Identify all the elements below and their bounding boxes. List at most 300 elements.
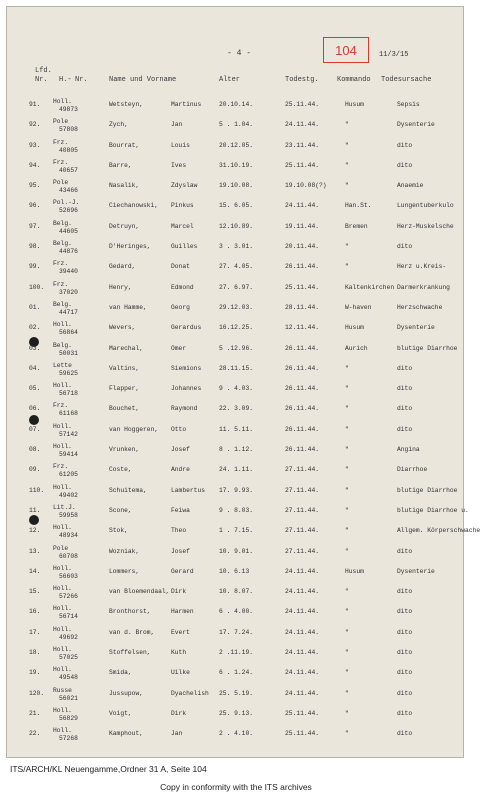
surname: Valtins, — [109, 364, 140, 372]
prisoner-number: 43466 — [59, 187, 78, 195]
row-number: 21. — [29, 709, 41, 717]
cause-of-death: dito — [397, 649, 413, 657]
surname: Coste, — [109, 466, 132, 474]
row-number: 110. — [29, 486, 45, 494]
nationality: Pole — [53, 544, 69, 552]
table-row — [7, 97, 465, 117]
birth-date: 16.12.25. — [219, 324, 254, 332]
surname: Voigt, — [109, 709, 132, 717]
row-number: 11. — [29, 506, 41, 514]
death-date: 26.11.44. — [285, 425, 320, 433]
table-row — [7, 584, 465, 604]
row-number: 120. — [29, 689, 45, 697]
kommando: " — [345, 506, 349, 514]
death-date: 26.11.44. — [285, 385, 320, 393]
prisoner-number: 52696 — [59, 207, 78, 215]
prisoner-number: 49402 — [59, 491, 78, 499]
nationality: Pole — [53, 118, 69, 126]
prisoner-number: 57266 — [59, 593, 78, 601]
nationality: Holl. — [53, 706, 72, 714]
nationality: Frz. — [53, 280, 69, 288]
death-date: 25.11.44. — [285, 101, 320, 108]
cause-of-death: Herz-Muskelsche — [397, 222, 454, 230]
table-row — [7, 462, 465, 482]
death-date: 25.11.44. — [285, 161, 320, 169]
table-row — [7, 138, 465, 158]
first-name: Dirk — [171, 709, 187, 717]
death-date: 24.11.44. — [285, 669, 320, 677]
kommando: " — [345, 405, 349, 413]
kommando: Aurich — [345, 344, 368, 352]
death-date: 24.11.44. — [285, 202, 320, 210]
row-number: 02. — [29, 324, 41, 332]
table-row — [7, 117, 465, 137]
prisoner-number: 59625 — [59, 369, 78, 377]
first-name: Dyachelish — [171, 689, 209, 697]
cause-of-death: Dysenterie — [397, 121, 435, 129]
kommando: " — [345, 628, 349, 636]
nationality: Belg. — [53, 219, 72, 227]
first-name: Martinus — [171, 101, 202, 108]
first-name: Otto — [171, 425, 187, 433]
nationality: Belg. — [53, 240, 72, 248]
first-name: Jan — [171, 730, 183, 738]
row-number: 99. — [29, 263, 41, 271]
nationality: Lit.J. — [53, 503, 76, 511]
prisoner-number: 40805 — [59, 146, 78, 154]
table-row — [7, 320, 465, 340]
birth-date: 20.10.14. — [219, 101, 254, 108]
death-date: 27.11.44. — [285, 506, 320, 514]
nationality: Holl. — [53, 625, 72, 633]
nationality: Holl. — [53, 564, 72, 572]
surname: Lommers, — [109, 567, 140, 575]
cause-of-death: dito — [397, 243, 413, 251]
kommando: Han.St. — [345, 202, 372, 210]
cause-of-death: dito — [397, 689, 413, 697]
cause-of-death: dito — [397, 628, 413, 636]
kommando: " — [345, 669, 349, 677]
cause-of-death: dito — [397, 405, 413, 413]
cause-of-death: dito — [397, 364, 413, 372]
row-number: 05. — [29, 385, 41, 393]
surname: Detruyn, — [109, 222, 140, 230]
cause-of-death: Dysenterie — [397, 567, 435, 575]
prisoner-number: 48934 — [59, 532, 78, 540]
row-number: 15. — [29, 588, 41, 596]
kommando: " — [345, 649, 349, 657]
cause-of-death: Sepsis — [397, 101, 420, 108]
first-name: Louis — [171, 141, 190, 149]
first-name: Zdyslaw — [171, 182, 198, 190]
birth-date: 6 . 1.24. — [219, 669, 254, 677]
row-number: 06. — [29, 405, 41, 413]
table-row — [7, 381, 465, 401]
row-number: 100. — [29, 283, 45, 291]
death-date: 23.11.44. — [285, 141, 320, 149]
prisoner-number: 39440 — [59, 268, 78, 276]
first-name: Edmond — [171, 283, 194, 291]
birth-date: 31.10.19. — [219, 161, 254, 169]
table-row — [7, 483, 465, 503]
prisoner-number: 40657 — [59, 166, 78, 174]
cause-of-death: Herzschwache — [397, 303, 443, 311]
birth-date: 8 . 1.12. — [219, 446, 254, 454]
cause-of-death: blutige Diarrhoe u. — [397, 506, 469, 514]
cause-of-death: Dysenterie — [397, 324, 435, 332]
row-number: 19. — [29, 669, 41, 677]
nationality: Lette — [53, 361, 72, 369]
header-nr: Nr. — [35, 76, 48, 84]
birth-date: 3 . 3.01. — [219, 243, 254, 251]
table-row — [7, 625, 465, 645]
nationality: Holl. — [53, 321, 72, 329]
prisoner-number: 37020 — [59, 288, 78, 296]
first-name: Josef — [171, 547, 190, 555]
first-name: Donat — [171, 263, 190, 271]
surname: Nasalik, — [109, 182, 140, 190]
table-row — [7, 422, 465, 442]
row-number: 16. — [29, 608, 41, 616]
row-number: 14. — [29, 567, 41, 575]
page-marker: - 4 - — [227, 49, 252, 58]
first-name: Josef — [171, 446, 190, 454]
table-row — [7, 341, 465, 361]
cause-of-death: dito — [397, 730, 413, 738]
nationality: Frz. — [53, 260, 69, 268]
surname: Jussupow, — [109, 689, 144, 697]
first-name: Omer — [171, 344, 187, 352]
row-number: 01. — [29, 303, 41, 311]
first-name: Uilke — [171, 669, 190, 677]
row-number: 95. — [29, 182, 41, 190]
prisoner-number: 57808 — [59, 126, 78, 134]
nationality: Russe — [53, 686, 72, 694]
first-name: Evert — [171, 628, 190, 636]
cause-of-death: blutige Diarrhoe — [397, 344, 458, 352]
cause-of-death: dito — [397, 547, 413, 555]
prisoner-number: 49873 — [59, 106, 78, 113]
surname: van Hoggeren, — [109, 425, 159, 433]
row-number: 94. — [29, 161, 41, 169]
kommando: Husum — [345, 567, 364, 575]
header-name: Name und Vorname — [109, 76, 177, 84]
first-name: Lambertus — [171, 486, 206, 494]
row-number: 96. — [29, 202, 41, 210]
kommando: " — [345, 486, 349, 494]
row-number: 12. — [29, 527, 41, 535]
death-date: 24.11.44. — [285, 588, 320, 596]
nationality: Belg. — [53, 341, 72, 349]
death-date: 24.11.44. — [285, 689, 320, 697]
death-date: 26.11.44. — [285, 263, 320, 271]
cause-of-death: dito — [397, 608, 413, 616]
kommando: W-haven — [345, 303, 372, 311]
nationality: Frz. — [53, 463, 69, 471]
birth-date: 17. 7.24. — [219, 628, 254, 636]
table-row — [7, 564, 465, 584]
nationality: Holl. — [53, 727, 72, 735]
row-number: 22. — [29, 730, 41, 738]
first-name: Kuth — [171, 649, 187, 657]
table-row — [7, 219, 465, 239]
prisoner-number: 57268 — [59, 735, 78, 743]
table-row — [7, 198, 465, 218]
cause-of-death: blutige Diarrhoe — [397, 486, 458, 494]
page-number-stamp: 104 — [323, 37, 369, 63]
prisoner-number: 60708 — [59, 552, 78, 560]
surname: Bourrat, — [109, 141, 140, 149]
death-date: 24.11.44. — [285, 649, 320, 657]
birth-date: 22. 3.09. — [219, 405, 254, 413]
death-date: 19.11.44. — [285, 222, 320, 230]
document-page — [6, 6, 481, 758]
surname: Schuitema, — [109, 486, 147, 494]
kommando: Husum — [345, 101, 364, 108]
surname: Henry, — [109, 283, 132, 291]
death-date: 27.11.44. — [285, 547, 320, 555]
row-number: 17. — [29, 628, 41, 636]
surname: van Bloemendaal, — [109, 588, 170, 596]
prisoner-number: 56864 — [59, 329, 78, 337]
prisoner-number: 56718 — [59, 390, 78, 398]
nationality: Holl. — [53, 443, 72, 451]
birth-date: 25. 9.13. — [219, 709, 254, 717]
table-row — [7, 706, 465, 726]
birth-date: 20.12.05. — [219, 141, 254, 149]
row-number: 07. — [29, 425, 41, 433]
kommando: " — [345, 466, 349, 474]
birth-date: 10. 6.13 — [219, 567, 250, 575]
prisoner-number: 59414 — [59, 451, 78, 459]
kommando: " — [345, 588, 349, 596]
kommando: Bremen — [345, 222, 368, 230]
first-name: Andre — [171, 466, 190, 474]
birth-date: 5 .12.96. — [219, 344, 254, 352]
header-lfd: Lfd. — [35, 67, 52, 75]
surname: van d. Brom, — [109, 628, 155, 636]
nationality: Holl. — [53, 646, 72, 654]
surname: Wetsteyn, — [109, 101, 144, 108]
birth-date: 11. 5.11. — [219, 425, 254, 433]
nationality: Holl. — [53, 382, 72, 390]
nationality: Belg. — [53, 300, 72, 308]
death-date: 27.11.44. — [285, 486, 320, 494]
death-date: 27.11.44. — [285, 527, 320, 535]
death-date: 24.11.44. — [285, 567, 320, 575]
first-name: Georg — [171, 303, 190, 311]
kommando: " — [345, 527, 349, 535]
birth-date: 19.10.08. — [219, 182, 254, 190]
cause-of-death: dito — [397, 709, 413, 717]
kommando: " — [345, 263, 349, 271]
cause-of-death: dito — [397, 161, 413, 169]
row-number: 04. — [29, 364, 41, 372]
nationality: Holl. — [53, 605, 72, 613]
copy-note: Copy in conformity with the ITS archives — [160, 782, 312, 792]
birth-date: 17. 9.93. — [219, 486, 254, 494]
cause-of-death: Darmerkrankung — [397, 283, 450, 291]
birth-date: 5 . 1.04. — [219, 121, 254, 129]
nationality: Holl. — [53, 524, 72, 532]
cause-of-death: Diarrhoe — [397, 466, 428, 474]
first-name: Marcel — [171, 222, 194, 230]
kommando: " — [345, 709, 349, 717]
cause-of-death: dito — [397, 588, 413, 596]
cause-of-death: Herz u.Kreis- — [397, 263, 447, 271]
death-date: 27.11.44. — [285, 466, 320, 474]
kommando: " — [345, 730, 349, 738]
cause-of-death: Lungentuberkulo — [397, 202, 454, 210]
kommando: " — [345, 385, 349, 393]
death-date: 24.11.44. — [285, 628, 320, 636]
kommando: " — [345, 446, 349, 454]
kommando: " — [345, 364, 349, 372]
death-date: 25.11.44. — [285, 730, 320, 738]
surname: Wozniak, — [109, 547, 140, 555]
row-number: 13. — [29, 547, 41, 555]
row-number: 03. — [29, 344, 41, 352]
birth-date: 12.10.89. — [219, 222, 254, 230]
row-number: 93. — [29, 141, 41, 149]
table-row — [7, 503, 469, 523]
nationality: Pol.-J. — [53, 199, 80, 207]
surname: Flapper, — [109, 385, 140, 393]
cause-of-death: dito — [397, 669, 413, 677]
table-row — [7, 178, 465, 198]
birth-date: 29.12.03. — [219, 303, 254, 311]
death-date: 28.11.44. — [285, 303, 320, 311]
first-name: Siemions — [171, 364, 202, 372]
first-name: Ives — [171, 161, 187, 169]
kommando: " — [345, 161, 349, 169]
first-name: Dirk — [171, 588, 187, 596]
prisoner-number: 59958 — [59, 511, 78, 519]
death-date: 25.11.44. — [285, 283, 320, 291]
surname: Bouchet, — [109, 405, 140, 413]
surname: Zych, — [109, 121, 128, 129]
death-date: 26.11.44. — [285, 344, 320, 352]
cause-of-death: dito — [397, 425, 413, 433]
surname: van Hamme, — [109, 303, 147, 311]
surname: Ciechanowski, — [109, 202, 159, 210]
surname: D'Heringes, — [109, 243, 151, 251]
kommando: " — [345, 608, 349, 616]
table-row — [7, 645, 465, 665]
first-name: Guilles — [171, 243, 198, 251]
surname: Kamphout, — [109, 730, 144, 738]
prisoner-number: 61168 — [59, 410, 78, 418]
table-row — [7, 300, 465, 320]
header-age: Alter — [219, 76, 241, 84]
row-number: 91. — [29, 101, 41, 108]
birth-date: 24. 1.11. — [219, 466, 254, 474]
table-row — [7, 259, 465, 279]
surname: Barre, — [109, 161, 132, 169]
surname: Wevers, — [109, 324, 136, 332]
nationality: Holl. — [53, 585, 72, 593]
birth-date: 10. 8.07. — [219, 588, 254, 596]
prisoner-number: 56021 — [59, 694, 78, 702]
cause-of-death: dito — [397, 141, 413, 149]
first-name: Raymond — [171, 405, 198, 413]
first-name: Theo — [171, 527, 187, 535]
birth-date: 10. 9.01. — [219, 547, 254, 555]
surname: Stok, — [109, 527, 128, 535]
death-date: 20.11.44. — [285, 243, 320, 251]
prisoner-number: 56829 — [59, 714, 78, 722]
table-row — [7, 544, 465, 564]
death-date: 24.11.44. — [285, 608, 320, 616]
date-stamp: 11/3/15 — [379, 51, 409, 59]
row-number: 97. — [29, 222, 41, 230]
nationality: Holl. — [53, 483, 72, 491]
birth-date: 6 . 4.00. — [219, 608, 254, 616]
nationality: Holl. — [53, 98, 72, 105]
first-name: Harmen — [171, 608, 194, 616]
birth-date: 27. 6.97. — [219, 283, 254, 291]
surname: Gedard, — [109, 263, 136, 271]
surname: Marechal, — [109, 344, 144, 352]
kommando: " — [345, 689, 349, 697]
nationality: Frz. — [53, 158, 69, 166]
prisoner-number: 56603 — [59, 572, 78, 580]
table-row — [7, 686, 465, 706]
surname: Smida, — [109, 669, 132, 677]
death-date: 25.11.44. — [285, 709, 320, 717]
table-row — [7, 239, 465, 259]
first-name: Gerardus — [171, 324, 202, 332]
cause-of-death: Anaemie — [397, 182, 424, 190]
birth-date: 28.11.15. — [219, 364, 254, 372]
birth-date: 2 . 4.10. — [219, 730, 254, 738]
cause-of-death: dito — [397, 385, 413, 393]
kommando: " — [345, 425, 349, 433]
surname: Vrunken, — [109, 446, 140, 454]
nationality: Holl. — [53, 666, 72, 674]
table-row — [7, 280, 465, 300]
kommando: " — [345, 182, 349, 190]
row-number: 92. — [29, 121, 41, 129]
first-name: Gerard — [171, 567, 194, 575]
death-date: 19.10.08(?) — [285, 182, 327, 190]
prisoner-number: 57025 — [59, 654, 78, 662]
source-caption: ITS/ARCH/KL Neuengamme,Ordner 31 A, Seite 104 — [10, 764, 207, 774]
cause-of-death: Angina — [397, 446, 420, 454]
row-number: 18. — [29, 649, 41, 657]
row-number: 98. — [29, 243, 41, 251]
row-number: 09. — [29, 466, 41, 474]
death-date: 26.11.44. — [285, 405, 320, 413]
kommando: " — [345, 121, 349, 129]
death-date: 26.11.44. — [285, 364, 320, 372]
nationality: Frz. — [53, 402, 69, 410]
surname: Bronthorst, — [109, 608, 151, 616]
table-row — [7, 158, 465, 178]
table-row — [7, 442, 465, 462]
prisoner-number: 44717 — [59, 308, 78, 316]
prisoner-number: 44605 — [59, 227, 78, 235]
nationality: Holl. — [53, 422, 72, 430]
kommando: " — [345, 141, 349, 149]
birth-date: 15. 6.05. — [219, 202, 254, 210]
table-row — [7, 401, 465, 421]
prisoner-number: 56714 — [59, 613, 78, 621]
prisoner-number: 57142 — [59, 430, 78, 438]
surname: Scone, — [109, 506, 132, 514]
row-number: 08. — [29, 446, 41, 454]
birth-date: 2 .11.19. — [219, 649, 254, 657]
